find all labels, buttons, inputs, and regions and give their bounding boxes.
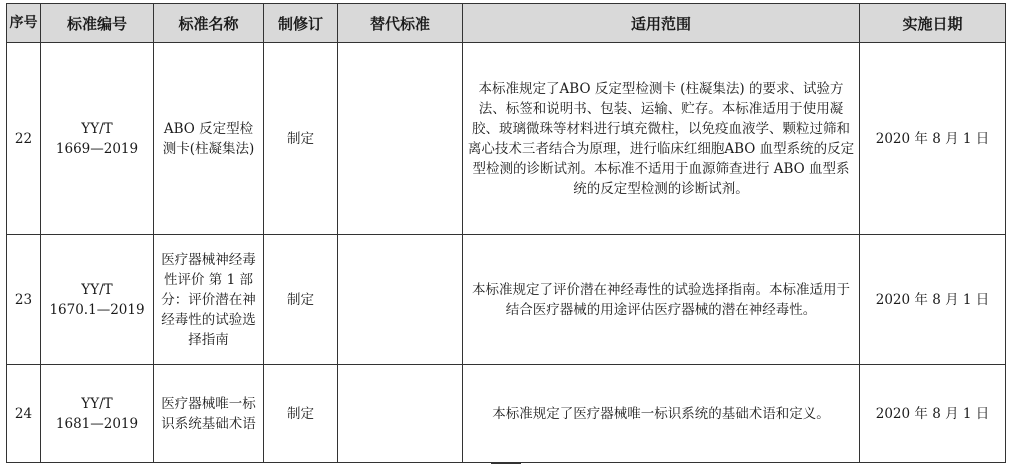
- header-revision: 制修订: [264, 4, 338, 43]
- header-name: 标准名称: [154, 4, 264, 43]
- row-code: [41, 365, 154, 463]
- row-replaced: [338, 365, 463, 463]
- row-date: 2020 年 8 月 1 日: [860, 365, 1006, 463]
- table-row: [7, 43, 1006, 235]
- row-name: 医疗器械唯一标识系统基础术语: [154, 365, 264, 463]
- row-code-text: YY/T 1681—2019: [55, 395, 139, 432]
- table-row: [7, 365, 1006, 463]
- row-name: ABO 反定型检测卡(柱凝集法): [154, 43, 264, 235]
- row-revision: 制定: [264, 43, 338, 235]
- row-no: 23: [7, 235, 41, 365]
- row-no: 24: [7, 365, 41, 463]
- row-code-text: YY/T 1670.1—2019: [49, 281, 145, 318]
- header-code: 标准编号: [41, 4, 154, 43]
- row-date: 2020 年 8 月 1 日: [860, 43, 1006, 235]
- table-row: [7, 235, 1006, 365]
- header-no: 序号: [7, 4, 41, 43]
- row-scope: 本标准规定了医疗器械唯一标识系统的基础术语和定义。: [463, 365, 860, 463]
- row-revision: 制定: [264, 235, 338, 365]
- header-date: 实施日期: [860, 4, 1006, 43]
- row-replaced: [338, 235, 463, 365]
- header-replaced: 替代标准: [338, 4, 463, 43]
- standards-table: [6, 3, 1006, 463]
- standards-table-container: [6, 3, 1006, 463]
- row-date: 2020 年 8 月 1 日: [860, 235, 1006, 365]
- row-name: 医疗器械神经毒性评价 第 1 部分：评价潜在神经毒性的试验选择指南: [154, 235, 264, 365]
- row-code: [41, 235, 154, 365]
- row-code-text: YY/T 1669—2019: [55, 120, 139, 157]
- row-replaced: [338, 43, 463, 235]
- row-scope: 本标准规定了ABO 反定型检测卡 (柱凝集法) 的要求、试验方法、标签和说明书、包装、运输、贮存。本标准适用于使用凝胶、玻璃微珠等材料进行填充微柱，以免疫血液学、颗粒过筛和离心技术三者结合为原理，进行临床红细胞ABO 血型系统的反定型检测的诊断试剂。本标准不适用于血源筛查进行 ABO 血型系统的反定型检测的诊断试剂。: [463, 43, 860, 235]
- row-code: [41, 43, 154, 235]
- row-scope: 本标准规定了评价潜在神经毒性的试验选择指南。本标准适用于结合医疗器械的用途评估医疗器械的潜在神经毒性。: [463, 235, 860, 365]
- page-footer-mark: [491, 463, 521, 468]
- row-revision: 制定: [264, 365, 338, 463]
- row-no: 22: [7, 43, 41, 235]
- header-scope: 适用范围: [463, 4, 860, 43]
- header-row: [7, 4, 1006, 43]
